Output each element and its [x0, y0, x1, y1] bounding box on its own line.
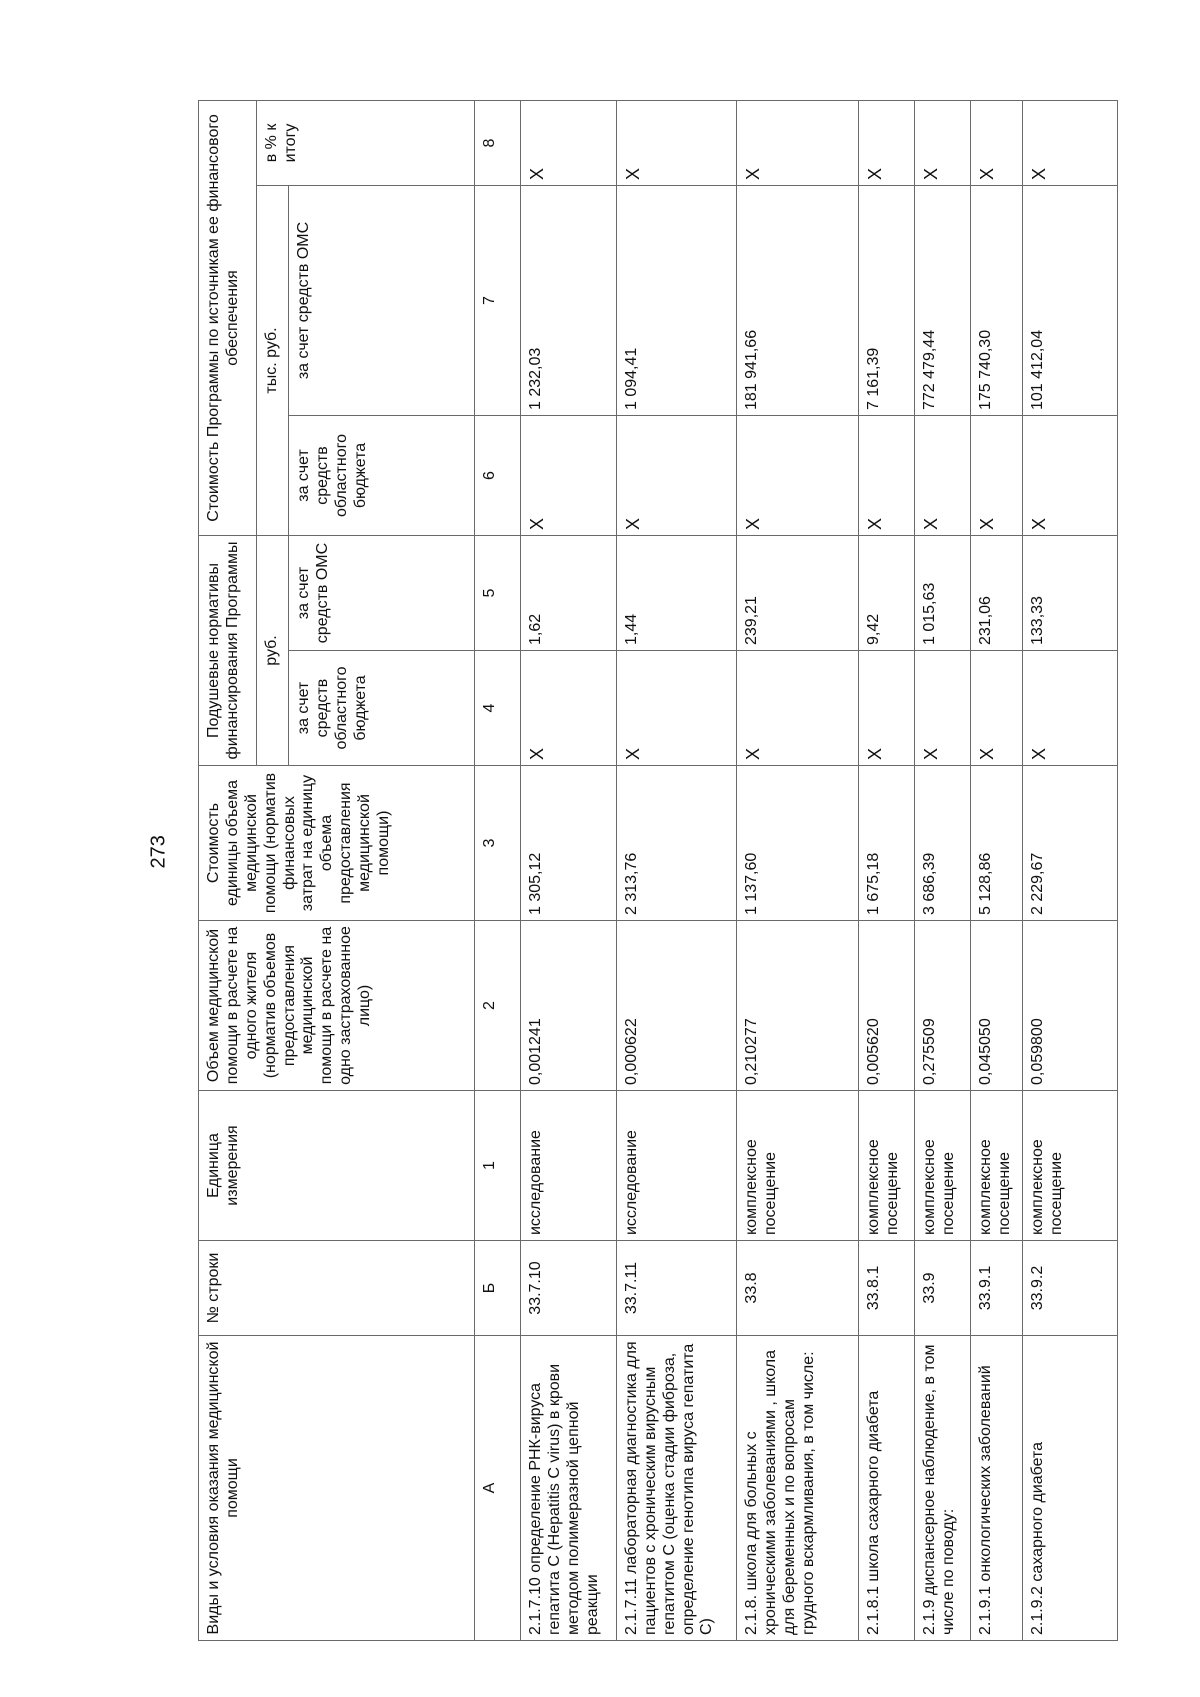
col-number: 1 — [474, 1091, 520, 1241]
row-name: 2.1.7.11 лабораторная диагностика для пациентов с хроническим вирусным гепатитом С (оценка стадии фиброза, определение генотипа вируса гепатита С) — [616, 1336, 736, 1641]
table-row — [914, 100, 970, 1640]
row-unit: комплексное посещение — [970, 1091, 1022, 1241]
row-percent: Х — [736, 100, 858, 185]
row-cost-oms: 772 479,44 — [914, 185, 970, 415]
row-name: 2.1.9 диспансерное наблюдение, в том числе по поводу: — [914, 1336, 970, 1641]
row-cost-regional: Х — [1022, 415, 1117, 535]
header-percent-of-total: в % к итогу — [257, 100, 475, 185]
row-unit: комплексное посещение — [736, 1091, 858, 1241]
col-number: 2 — [474, 921, 520, 1091]
header-unit: Единица измерения — [199, 1091, 475, 1241]
row-percap-regional: Х — [914, 651, 970, 766]
row-name: 2.1.7.10 определение РНК-вируса гепатита С (Hepatitis C virus) в крови методом полимеразной цепной реакции — [520, 1336, 616, 1641]
row-percent: Х — [520, 100, 616, 185]
row-percent: Х — [914, 100, 970, 185]
row-cost-regional: Х — [616, 415, 736, 535]
col-number: 7 — [474, 185, 520, 415]
row-unit: исследование — [616, 1091, 736, 1241]
row-cost-oms: 175 740,30 — [970, 185, 1022, 415]
table-row — [520, 100, 616, 1640]
row-percap-regional: Х — [970, 651, 1022, 766]
row-cost-regional: Х — [520, 415, 616, 535]
col-number: 4 — [474, 651, 520, 766]
row-unit-cost: 1 675,18 — [858, 766, 914, 921]
row-percent: Х — [858, 100, 914, 185]
header-unit-cost: Стоимость единицы объема медицинской помощи (норматив финансовых затрат на единицу объема предоставления медицинской помощи) — [199, 766, 475, 921]
row-unit-cost: 2 229,67 — [1022, 766, 1117, 921]
row-percap-oms: 133,33 — [1022, 535, 1117, 650]
row-cost-regional: Х — [914, 415, 970, 535]
row-percap-oms: 239,21 — [736, 535, 858, 650]
header-per-capita: Подушевые нормативы финансирования Программы — [199, 535, 257, 765]
row-percap-oms: 1,62 — [520, 535, 616, 650]
header-volume: Объем медицинской помощи в расчете на одного жителя (норматив объемов предоставления медицинской помощи в расчете на одно застрахованное лицо) — [199, 921, 475, 1091]
row-code: 33.7.10 — [520, 1241, 616, 1336]
header-row-1 — [199, 100, 257, 1640]
row-unit-cost: 1 137,60 — [736, 766, 858, 921]
row-volume: 0,045050 — [970, 921, 1022, 1091]
row-percent: Х — [970, 100, 1022, 185]
header-cost-regional: за счет средств областного бюджета — [288, 415, 474, 535]
row-code: 33.7.11 — [616, 1241, 736, 1336]
header-per-capita-unit: руб. — [257, 535, 289, 765]
row-code: 33.8.1 — [858, 1241, 914, 1336]
row-cost-oms: 1 232,03 — [520, 185, 616, 415]
row-volume: 0,275509 — [914, 921, 970, 1091]
row-unit-cost: 2 313,76 — [616, 766, 736, 921]
row-unit: комплексное посещение — [1022, 1091, 1117, 1241]
page-number: 273 — [147, 835, 170, 869]
table-row — [1022, 100, 1117, 1640]
header-kind: Виды и условия оказания медицинской помощи — [199, 1336, 475, 1641]
row-name: 2.1.9.1 онкологических заболеваний — [970, 1336, 1022, 1641]
row-cost-oms: 101 412,04 — [1022, 185, 1117, 415]
row-volume: 0,001241 — [520, 921, 616, 1091]
row-percap-regional: Х — [736, 651, 858, 766]
header-program-cost: Стоимость Программы по источникам ее финансового обеспечения — [199, 100, 257, 535]
row-cost-oms: 1 094,41 — [616, 185, 736, 415]
row-percap-regional: Х — [858, 651, 914, 766]
rotated-table-stage — [198, 101, 1118, 1641]
row-volume: 0,210277 — [736, 921, 858, 1091]
row-unit-cost: 3 686,39 — [914, 766, 970, 921]
row-code: 33.8 — [736, 1241, 858, 1336]
header-percap-oms: за счет средств ОМС — [288, 535, 474, 650]
row-percap-regional: Х — [520, 651, 616, 766]
row-volume: 0,059800 — [1022, 921, 1117, 1091]
col-number: 8 — [474, 100, 520, 185]
row-code: 33.9 — [914, 1241, 970, 1336]
row-percap-oms: 1,44 — [616, 535, 736, 650]
header-program-cost-unit: тыс. руб. — [257, 185, 289, 535]
row-code: 33.9.1 — [970, 1241, 1022, 1336]
row-cost-regional: Х — [736, 415, 858, 535]
row-name: 2.1.8. школа для больных с хроническими заболеваниями , школа для беременных и по вопросам грудного вскармливания, в том числе: — [736, 1336, 858, 1641]
header-row-number: № строки — [199, 1241, 475, 1336]
row-cost-regional: Х — [970, 415, 1022, 535]
table-row — [858, 100, 914, 1640]
row-unit: исследование — [520, 1091, 616, 1241]
row-percap-oms: 231,06 — [970, 535, 1022, 650]
row-unit-cost: 5 128,86 — [970, 766, 1022, 921]
row-volume: 0,000622 — [616, 921, 736, 1091]
header-cost-oms: за счет средств ОМС — [288, 185, 474, 415]
row-percent: Х — [616, 100, 736, 185]
financing-table — [198, 100, 1118, 1641]
table-row — [616, 100, 736, 1640]
row-percent: Х — [1022, 100, 1117, 185]
row-name: 2.1.9.2 сахарного диабета — [1022, 1336, 1117, 1641]
row-code: 33.9.2 — [1022, 1241, 1117, 1336]
col-number: 5 — [474, 535, 520, 650]
col-number: А — [474, 1336, 520, 1641]
header-percap-regional: за счет средств областного бюджета — [288, 651, 474, 766]
column-number-row — [474, 100, 520, 1640]
row-cost-oms: 181 941,66 — [736, 185, 858, 415]
row-volume: 0,005620 — [858, 921, 914, 1091]
row-unit: комплексное посещение — [914, 1091, 970, 1241]
row-unit: комплексное посещение — [858, 1091, 914, 1241]
table-row — [970, 100, 1022, 1640]
col-number: 3 — [474, 766, 520, 921]
row-percap-oms: 9,42 — [858, 535, 914, 650]
row-unit-cost: 1 305,12 — [520, 766, 616, 921]
table-row — [736, 100, 858, 1640]
row-name: 2.1.8.1 школа сахарного диабета — [858, 1336, 914, 1641]
row-cost-oms: 7 161,39 — [858, 185, 914, 415]
row-percap-oms: 1 015,63 — [914, 535, 970, 650]
row-percap-regional: Х — [1022, 651, 1117, 766]
col-number: Б — [474, 1241, 520, 1336]
col-number: 6 — [474, 415, 520, 535]
row-percap-regional: Х — [616, 651, 736, 766]
row-cost-regional: Х — [858, 415, 914, 535]
